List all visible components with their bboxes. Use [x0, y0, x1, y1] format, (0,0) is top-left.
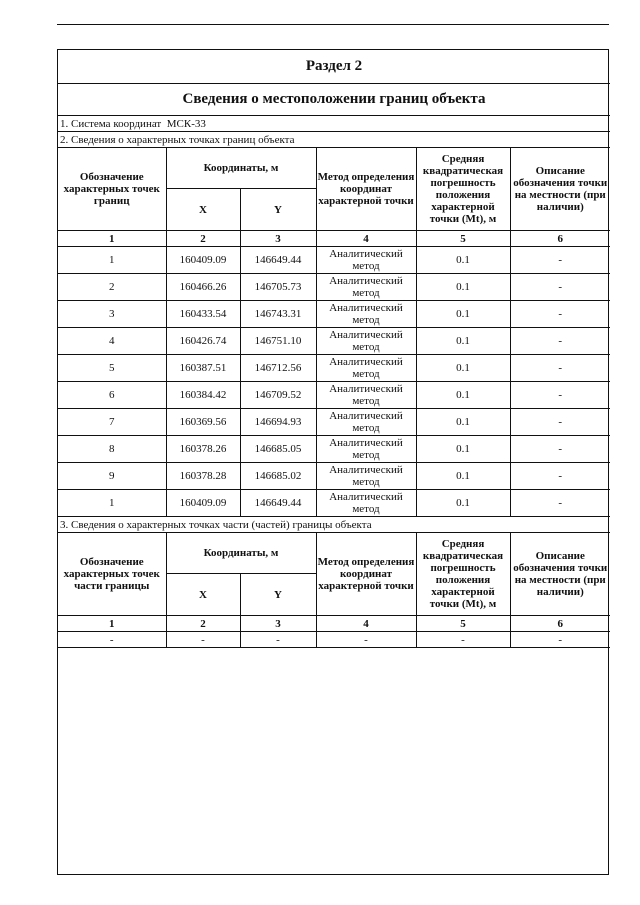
method: Аналитический метод	[316, 328, 416, 355]
coord-y: 146694.93	[240, 409, 316, 436]
p3-colnum: 3	[240, 616, 316, 632]
description: -	[510, 382, 610, 409]
p2-header-x: X	[166, 189, 240, 231]
point-number: 1	[58, 247, 166, 274]
p2-colnum: 1	[58, 231, 166, 247]
table-row	[58, 409, 610, 436]
method: Аналитический метод	[316, 409, 416, 436]
coord-x: 160369.56	[166, 409, 240, 436]
p2-header-designation: Обозначение характерных точек границ	[58, 148, 166, 231]
coord-x: 160409.09	[166, 247, 240, 274]
p2-colnum: 2	[166, 231, 240, 247]
p2-header-accuracy: Средняя квадратическая погрешность положения характерной точки (Mt), м	[416, 148, 510, 231]
part3-title: 3. Сведения о характерных точках части (частей) границы объекта	[58, 517, 610, 533]
accuracy: 0.1	[416, 301, 510, 328]
point-number: 7	[58, 409, 166, 436]
p3-header-description: Описание обозначения точки на местности (при наличии)	[510, 533, 610, 616]
accuracy: 0.1	[416, 328, 510, 355]
table-row	[58, 247, 610, 274]
p3-header-coords: Координаты, м	[166, 533, 316, 574]
accuracy: 0.1	[416, 247, 510, 274]
section-title: Раздел 2	[58, 50, 610, 84]
method: Аналитический метод	[316, 274, 416, 301]
coord-x: 160466.26	[166, 274, 240, 301]
p2-colnum: 5	[416, 231, 510, 247]
description: -	[510, 301, 610, 328]
p3-colnum: 1	[58, 616, 166, 632]
p3-colnum: 4	[316, 616, 416, 632]
method: -	[316, 632, 416, 648]
method: Аналитический метод	[316, 490, 416, 517]
coord-x: -	[166, 632, 240, 648]
table-row	[58, 490, 610, 517]
p2-colnum: 3	[240, 231, 316, 247]
point-number: -	[58, 632, 166, 648]
p3-header-accuracy: Средняя квадратическая погрешность положения характерной точки (Mt), м	[416, 533, 510, 616]
p3-header-x: X	[166, 574, 240, 616]
p3-colnum: 2	[166, 616, 240, 632]
point-number: 4	[58, 328, 166, 355]
method: Аналитический метод	[316, 382, 416, 409]
coord-y: 146751.10	[240, 328, 316, 355]
coord-x: 160433.54	[166, 301, 240, 328]
accuracy: 0.1	[416, 355, 510, 382]
table-row	[58, 328, 610, 355]
p2-header-method: Метод определения координат характерной точки	[316, 148, 416, 231]
description: -	[510, 436, 610, 463]
coord-y: 146649.44	[240, 490, 316, 517]
point-number: 9	[58, 463, 166, 490]
p2-header-coords: Координаты, м	[166, 148, 316, 189]
table-row	[58, 355, 610, 382]
coord-y: -	[240, 632, 316, 648]
description: -	[510, 463, 610, 490]
description: -	[510, 632, 610, 648]
accuracy: 0.1	[416, 274, 510, 301]
part2-title: 2. Сведения о характерных точках границ объекта	[58, 132, 610, 148]
description: -	[510, 247, 610, 274]
method: Аналитический метод	[316, 355, 416, 382]
coord-y: 146649.44	[240, 247, 316, 274]
point-number: 1	[58, 490, 166, 517]
table-row	[58, 436, 610, 463]
p2-colnum: 4	[316, 231, 416, 247]
top-rule	[57, 24, 609, 25]
coord-y: 146685.05	[240, 436, 316, 463]
accuracy: 0.1	[416, 382, 510, 409]
coord-y: 146685.02	[240, 463, 316, 490]
p3-header-y: Y	[240, 574, 316, 616]
coord-y: 146709.52	[240, 382, 316, 409]
p2-colnum: 6	[510, 231, 610, 247]
coord-y: 146743.31	[240, 301, 316, 328]
accuracy: 0.1	[416, 490, 510, 517]
coord-system-value: МСК-33	[166, 117, 206, 130]
method: Аналитический метод	[316, 247, 416, 274]
p3-header-designation: Обозначение характерных точек части границы	[58, 533, 166, 616]
point-number: 2	[58, 274, 166, 301]
method: Аналитический метод	[316, 301, 416, 328]
table-row	[58, 301, 610, 328]
coord-x: 160409.09	[166, 490, 240, 517]
accuracy: 0.1	[416, 436, 510, 463]
description: -	[510, 490, 610, 517]
description: -	[510, 409, 610, 436]
coord-y: 146705.73	[240, 274, 316, 301]
coord-system-label: 1. Система координат	[60, 117, 162, 130]
coord-system	[58, 116, 610, 132]
coord-x: 160384.42	[166, 382, 240, 409]
point-number: 5	[58, 355, 166, 382]
method: Аналитический метод	[316, 436, 416, 463]
coord-x: 160378.28	[166, 463, 240, 490]
point-number: 8	[58, 436, 166, 463]
document-frame	[57, 49, 609, 875]
table-row	[58, 463, 610, 490]
p3-header-method: Метод определения координат характерной точки	[316, 533, 416, 616]
table-row	[58, 382, 610, 409]
point-number: 3	[58, 301, 166, 328]
p2-header-y: Y	[240, 189, 316, 231]
description: -	[510, 274, 610, 301]
accuracy: 0.1	[416, 409, 510, 436]
coord-y: 146712.56	[240, 355, 316, 382]
accuracy: -	[416, 632, 510, 648]
method: Аналитический метод	[316, 463, 416, 490]
section-subtitle: Сведения о местоположении границ объекта	[58, 84, 610, 116]
p3-colnum: 6	[510, 616, 610, 632]
main-table	[58, 50, 610, 648]
table-row	[58, 274, 610, 301]
coord-x: 160378.26	[166, 436, 240, 463]
table-row	[58, 632, 610, 648]
p2-header-description: Описание обозначения точки на местности (при наличии)	[510, 148, 610, 231]
description: -	[510, 328, 610, 355]
description: -	[510, 355, 610, 382]
p3-colnum: 5	[416, 616, 510, 632]
coord-x: 160426.74	[166, 328, 240, 355]
coord-x: 160387.51	[166, 355, 240, 382]
point-number: 6	[58, 382, 166, 409]
accuracy: 0.1	[416, 463, 510, 490]
